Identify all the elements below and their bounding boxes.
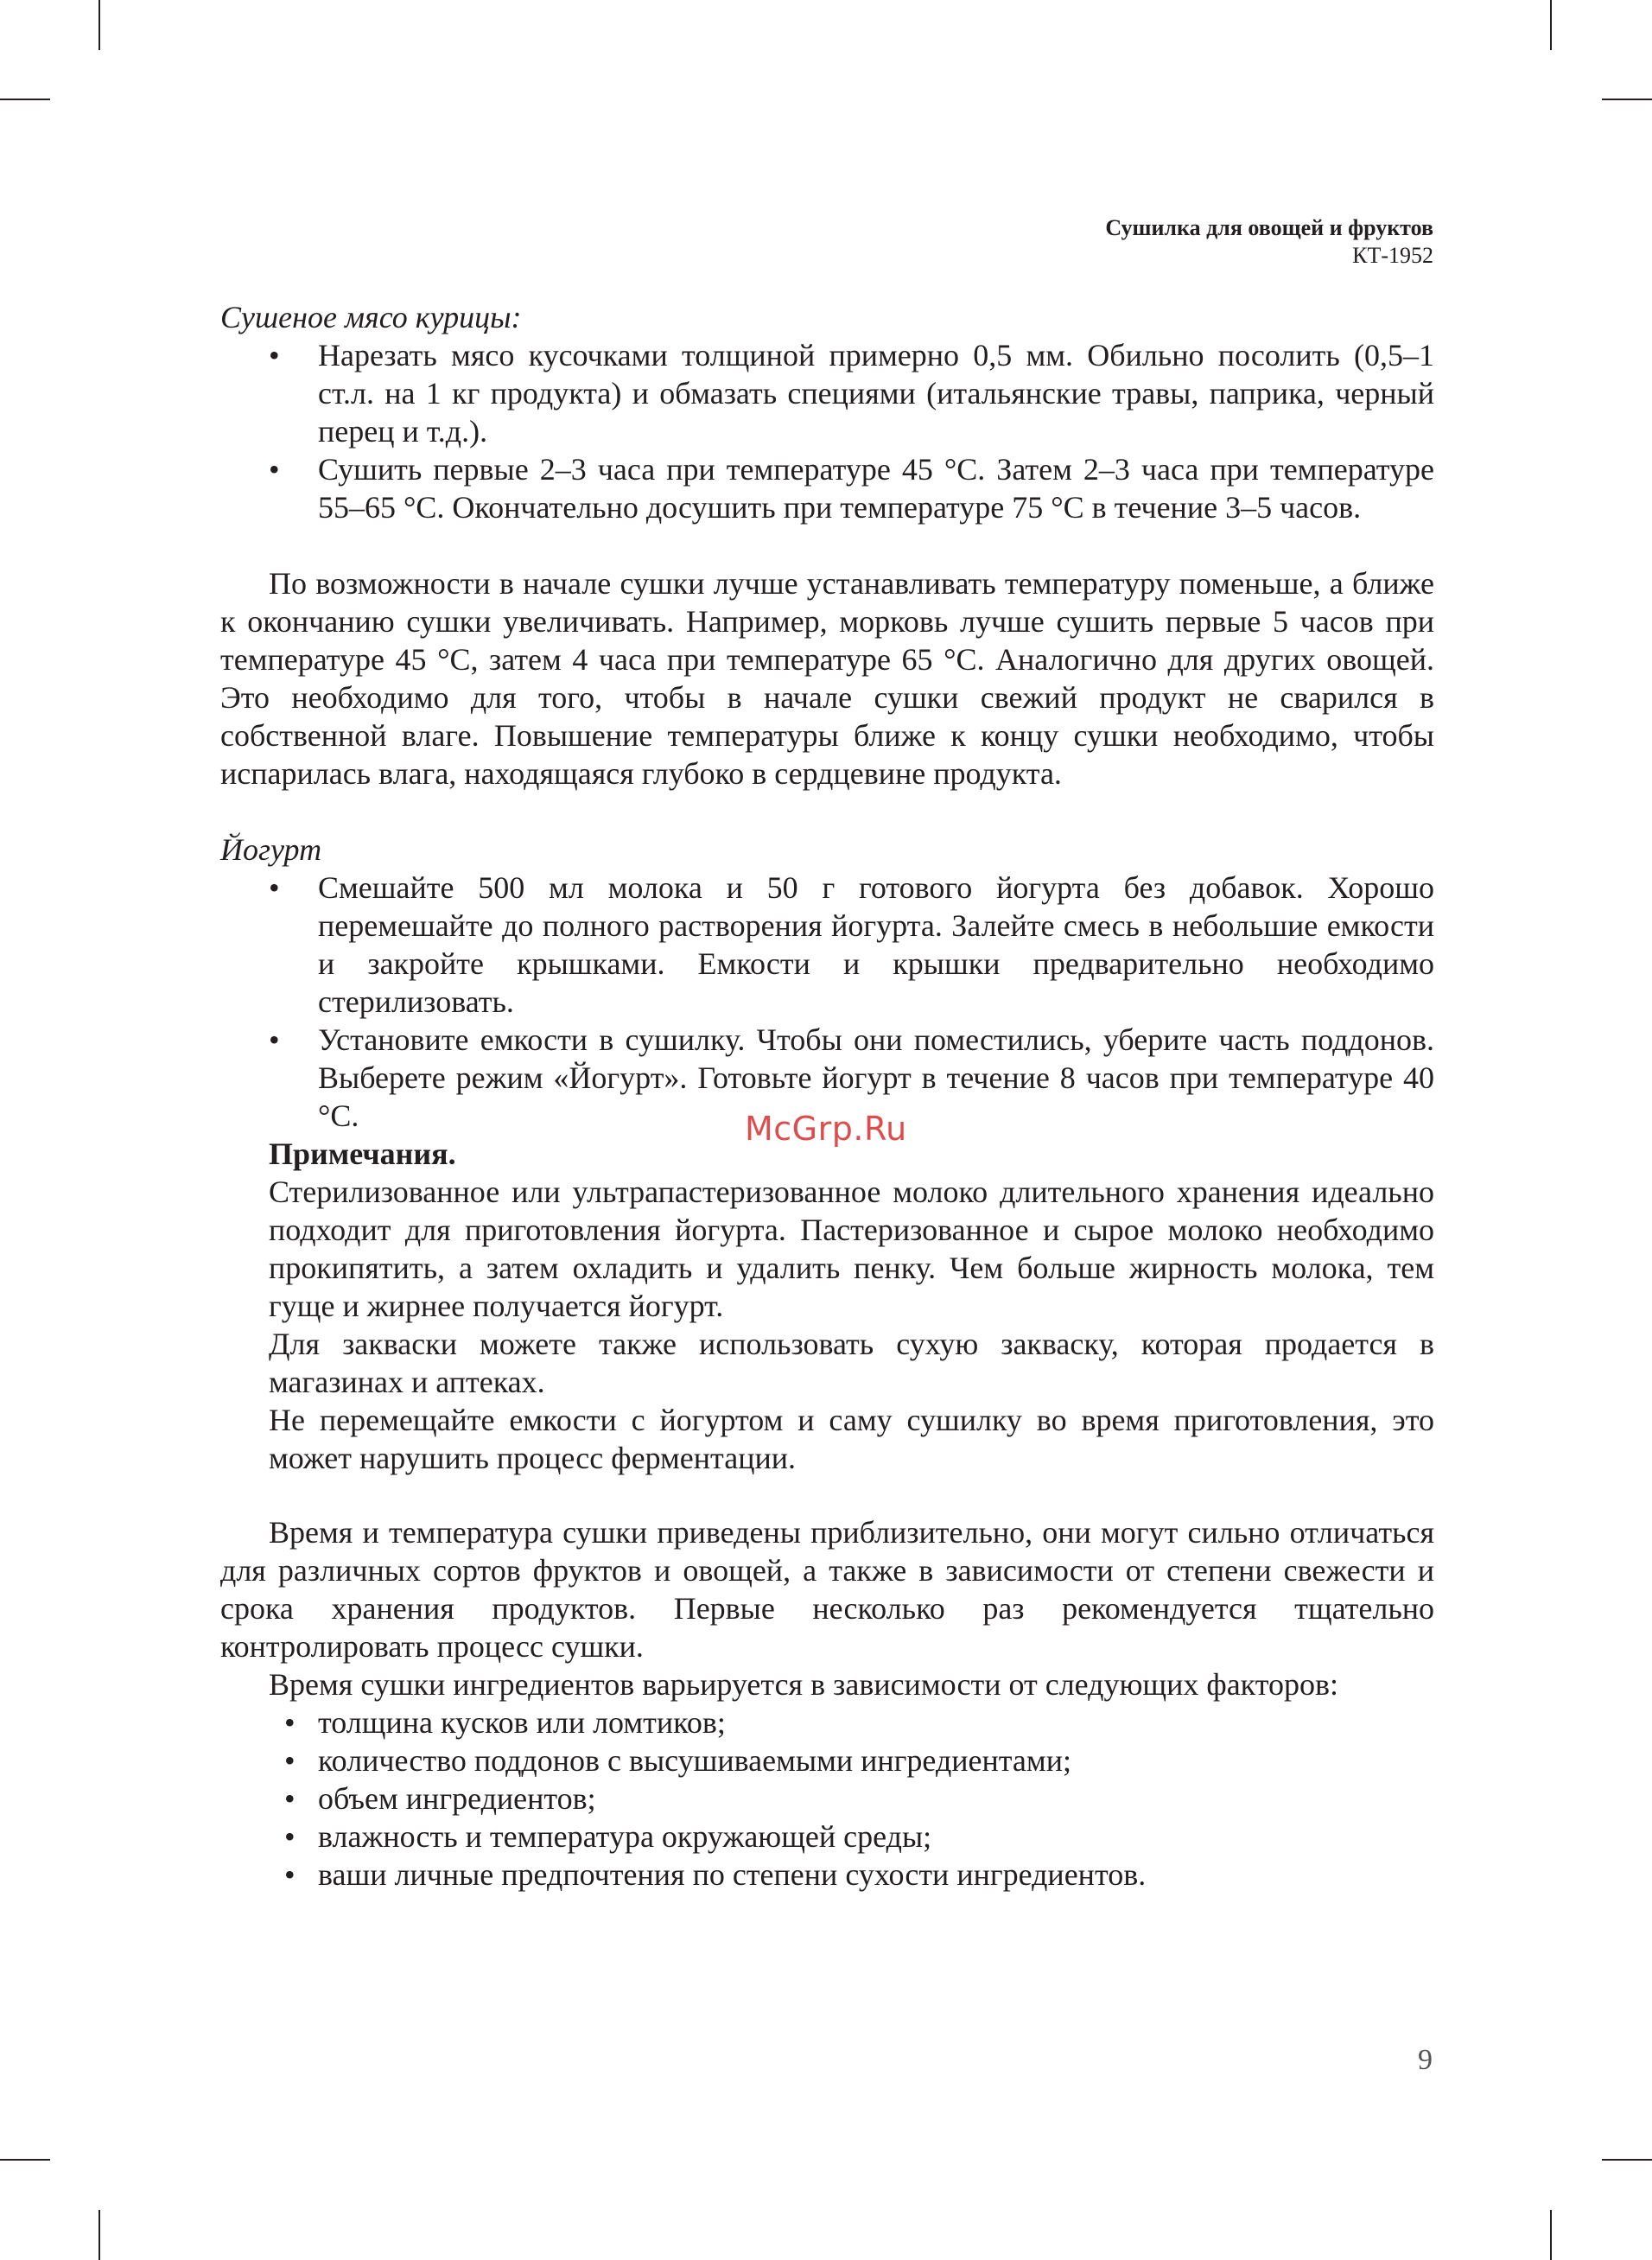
bullet-marker: • (284, 1819, 295, 1854)
bullet-marker: • (284, 1781, 295, 1816)
factors-list (220, 1703, 1434, 1894)
list-item (220, 1818, 1434, 1856)
drying-time-paragraph: Время и температура сушки приведены приблизительно, они могут сильно отличаться для различных сортов фруктов и овощей, а также в зависимости от степени свежести и срока хранения продуктов. Первые несколько раз рекомендуется тщательно контролировать процесс сушки. (220, 1515, 1434, 1664)
list-item (220, 1741, 1434, 1779)
notes-line: Для закваски можете также использовать сухую закваску, которая продается в магазинах и аптеках. (269, 1327, 1434, 1399)
list-item-text: влажность и температура окружающей среды; (318, 1819, 932, 1854)
bullet-marker: • (269, 1022, 280, 1057)
header-model: КТ-1952 (1352, 243, 1433, 268)
yogurt-steps-list (220, 869, 1434, 1135)
list-item-text: толщина кусков или ломтиков; (318, 1705, 726, 1740)
list-item-text: ваши личные предпочтения по степени сухости ингредиентов. (318, 1857, 1147, 1892)
crop-mark-bottom-left-horizontal (0, 2159, 50, 2161)
header-title: Сушилка для овощей и фруктов (1105, 215, 1433, 240)
running-header (1105, 214, 1433, 270)
list-item-text: Смешайте 500 мл молока и 50 г готового йогурта без добавок. Хорошо перемешайте до полного растворения йогурта. Залейте смесь в небольшие емкости и закройте крышками. Емкости и крышки предварительно необходимо стерилизовать. (318, 870, 1434, 1019)
list-item (220, 336, 1434, 450)
notes-title: Примечания. (269, 1136, 456, 1171)
list-item-text: Сушить первые 2–3 часа при температуре 45 °С. Затем 2–3 часа при температуре 55–65 °С. Окончательно досушить при температуре 75 °С в течение 3–5 часов. (318, 452, 1434, 525)
list-item-text: Нарезать мясо кусочками толщиной примерно 0,5 мм. Обильно посолить (0,5–1 ст.л. на 1 кг продукта) и обмазать специями (итальянские травы, паприка, черный перец и т.д.). (318, 338, 1434, 449)
crop-mark-bottom-left-vertical (98, 2210, 100, 2260)
list-item-text: количество поддонов с высушиваемыми ингредиентами; (318, 1743, 1071, 1778)
list-item (220, 869, 1434, 1021)
list-item (220, 450, 1434, 526)
chicken-steps-list (220, 336, 1434, 526)
notes-line: Не перемещайте емкости с йогуртом и саму сушилку во время приготовления, это может нарушить процесс ферментации. (269, 1403, 1434, 1475)
page-number: 9 (1418, 2044, 1433, 2076)
list-item (220, 1779, 1434, 1818)
notes-line: Стерилизованное или ультрапастеризованное молоко длительного хранения идеально подходит для приготовления йогурта. Пастеризованное и сырое молоко необходимо прокипятить, а затем охладить и удалить пенку. Чем больше жирность молока, тем гуще и жирнее получается йогурт. (269, 1175, 1434, 1323)
bullet-marker: • (284, 1705, 295, 1740)
page-body (220, 298, 1434, 1894)
bullet-marker: • (269, 870, 280, 905)
list-item (220, 1856, 1434, 1894)
bullet-marker: • (284, 1857, 295, 1892)
bullet-marker: • (269, 452, 280, 487)
temperature-paragraph: По возможности в начале сушки лучше устанавливать температуру поменьше, а ближе к окончанию сушки увеличивать. Например, морковь лучше сушить первые 5 часов при температуре 45 °С, затем 4 часа при температуре 65 °С. Аналогично для других овощей. Это необходимо для того, чтобы в начале сушки свежий продукт не сварился в собственной влаге. Повышение температуры ближе к концу сушки необходимо, чтобы испарилась влага, находящаяся глубоко в сердцевине продукта. (220, 566, 1434, 791)
list-item-text: Установите емкости в сушилку. Чтобы они поместились, уберите часть поддонов. Выберете режим «Йогурт». Готовьте йогурт в течение 8 часов при температуре 40 °С. (318, 1022, 1434, 1133)
yogurt-section-title: Йогурт (220, 832, 322, 867)
bullet-marker: • (269, 338, 280, 372)
crop-mark-top-right-horizontal (1602, 99, 1652, 100)
chicken-section-title: Сушеное мясо курицы: (220, 300, 522, 334)
factors-intro: Время сушки ингредиентов варьируется в зависимости от следующих факторов: (269, 1667, 1338, 1702)
bullet-marker: • (284, 1743, 295, 1778)
crop-mark-bottom-right-horizontal (1602, 2159, 1652, 2161)
crop-mark-top-right-vertical (1550, 0, 1552, 50)
crop-mark-top-left-horizontal (0, 99, 50, 100)
list-item (220, 1703, 1434, 1741)
list-item-text: объем ингредиентов; (318, 1781, 596, 1816)
watermark: McGrp.Ru (745, 1110, 907, 1148)
crop-mark-bottom-right-vertical (1550, 2210, 1552, 2260)
notes-block (269, 1135, 1434, 1477)
crop-mark-top-left-vertical (98, 0, 100, 50)
